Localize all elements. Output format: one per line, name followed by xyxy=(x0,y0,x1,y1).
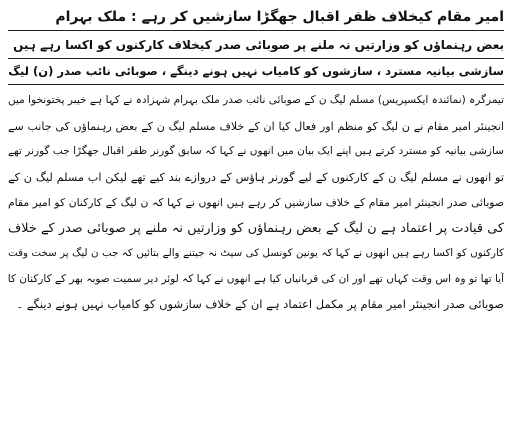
subheading: سازشی بیانیہ مسترد ، سازشوں کو کامیاب نہیں ہونے دینگے ، صوبائی نائب صدر (ن) لیگ xyxy=(8,64,504,78)
body-line: تو انھوں نے مسلم لیگ ن کے کارکنوں کے لیے گورنر ہاؤس کے دروازے بند کیے تھے لیکن اب مسلم لیگ ن کے xyxy=(8,170,504,184)
headline: امیر مقام کیخلاف ظفر اقبال جھگڑا سازشیں کر رہے : ملک بہرام xyxy=(55,9,504,25)
body-line: تیمرگرہ (نمائندہ ایکسپریس) مسلم لیگ ن کے صوبائی نائب صدر ملک بہرام شہزادہ نے کہا ہے خیبر پختونخوا میں xyxy=(8,94,504,106)
subheading-divider xyxy=(8,84,504,85)
body-line: صوبائی صدر انجینئر امیر مقام کے خلاف سازشیں کر رہے ہیں انھوں نے کہا کہ ن لیگ کے کارکنان کو امیر مقام xyxy=(8,196,504,209)
body-line: انجینئر امیر مقام نے ن لیگ کو منظم اور فعال کیا ان کے خلاف مسلم لیگ ن کے بعض رہنماؤں کی جانب سے xyxy=(8,119,504,133)
body-line: کی قیادت پر اعتماد ہے ن لیگ کے بعض رہنماؤں کو وزارتیں نہ ملنے پر صوبائی صدر کے خلاف xyxy=(8,220,504,236)
article-body xyxy=(8,88,504,318)
subheading-block xyxy=(8,33,504,85)
body-line: آیا تھا تو وہ اس وقت کہاں تھے اور ان کی قربانیاں کیا ہے انھوں نے کہا کہ لوئر دیر سمیت صوبہ بھر کے کارکنان کا xyxy=(8,272,504,285)
body-line: کارکنوں کو اکسا رہے ہیں انھوں نے کہا کہ یونین کونسل کی سیٹ نہ جیتنے والے بتائیں کہ جب ن لیگ پر سخت وقت xyxy=(8,247,504,259)
body-line: سازشی بیانیہ کو مسترد کرتے ہیں اپنے ایک بیان میں انھوں نے کہا کہ سابق گورنر ظفر اقبال جھگڑا جب گورنر تھے xyxy=(8,145,504,157)
subheading: بعض رہنماؤں کو وزارتیں نہ ملنے پر صوبائی صدر کیخلاف کارکنوں کو اکسا رہے ہیں xyxy=(13,38,504,52)
body-line: صوبائی صدر انجینئر امیر مقام پر مکمل اعتماد ہے ان کے خلاف سازشوں کو کامیاب نہیں ہونے دینگے ۔ xyxy=(16,297,504,311)
headline-divider xyxy=(8,30,504,31)
